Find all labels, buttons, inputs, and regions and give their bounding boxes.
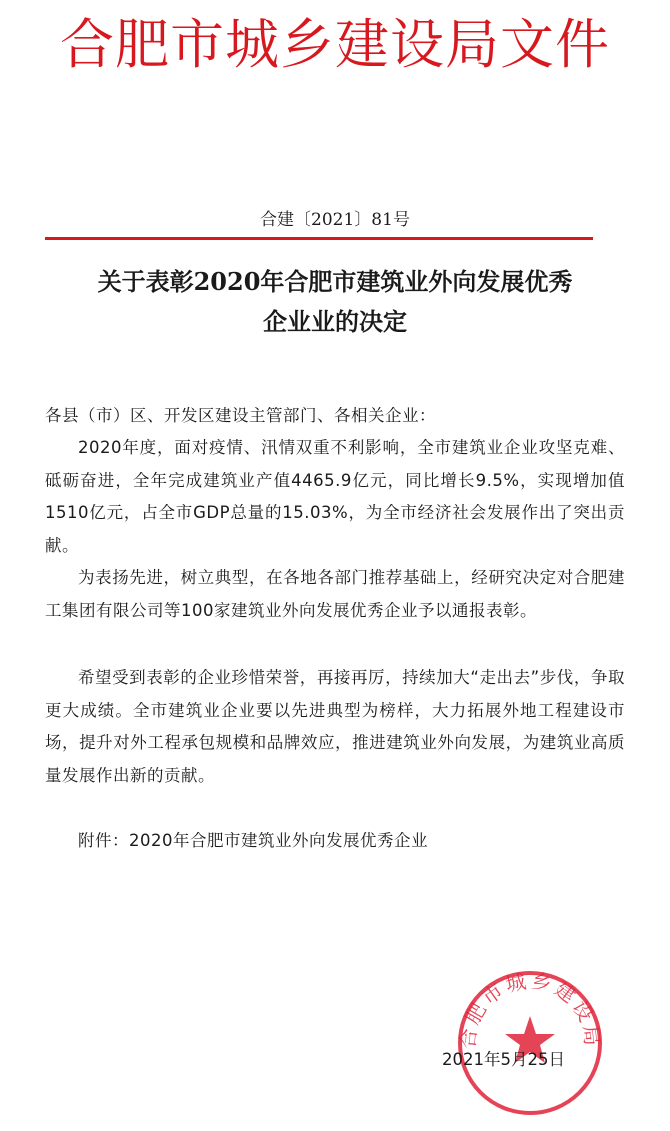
title-line-2: 企业业的决定 (263, 307, 407, 336)
paragraph-3: 希望受到表彰的企业珍惜荣誉，再接再厉，持续加大“走出去”步伐，争取更大成绩。全市建筑业企业要以先进典型为榜样，大力拓展外地工程建设市场，提升对外工程承包规模和品牌效应，推进建筑业外向发展，为建筑业高质量发展作出新的贡献。 (45, 668, 625, 785)
document-title (45, 262, 625, 342)
document-number: 合建〔2021〕81号 (260, 210, 410, 230)
attachment-note: 附件：2020年合肥市建筑业外向发展优秀企业 (78, 831, 428, 850)
seal-text: 合肥市城乡建设局 (455, 968, 605, 1050)
red-divider (45, 237, 593, 240)
paragraph-1: 2020年度，面对疫情、汛情双重不利影响，全市建筑业企业攻坚克难、砥砺奋进，全年完成建筑业产值4465.9亿元，同比增长9.5%，实现增加值1510亿元，占全市GDP总量的15.03%，为全市经济社会发展作出了突出贡献。 (45, 438, 625, 555)
issue-date: 2021年5月25日 (442, 1050, 565, 1069)
official-seal-stamp (455, 968, 605, 1118)
paragraph-2: 为表扬先进，树立典型，在各地各部门推荐基础上，经研究决定对合肥建工集团有限公司等100家建筑业外向发展优秀企业予以通报表彰。 (45, 568, 625, 620)
issuer-header: 合肥市城乡建设局文件 (60, 13, 610, 76)
salutation: 各县（市）区、开发区建设主管部门、各相关企业： (45, 406, 436, 425)
title-line-1: 关于表彰2020年合肥市建筑业外向发展优秀 (97, 267, 573, 296)
